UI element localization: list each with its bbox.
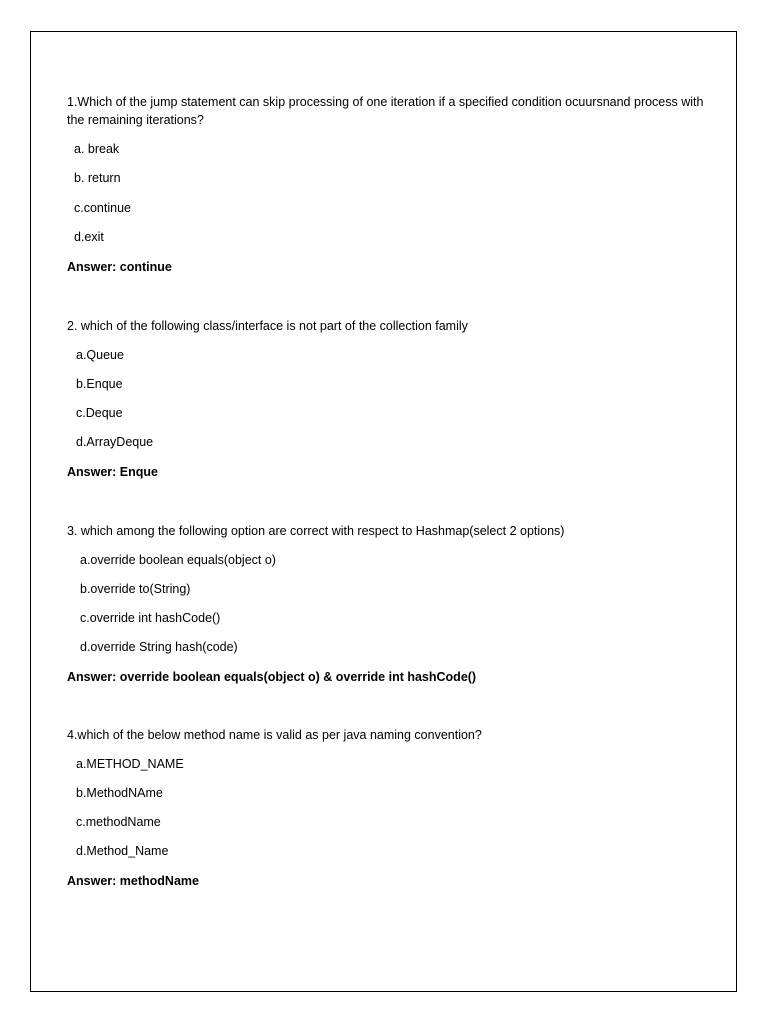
question-4-option-a: a.METHOD_NAME <box>76 757 184 771</box>
question-3-option-b: b.override to(String) <box>80 582 191 596</box>
question-1-option-a: a. break <box>74 142 120 156</box>
question-4-option-c: c.methodName <box>76 815 161 829</box>
question-2-answer: Answer: Enque <box>67 465 158 479</box>
question-1-answer: Answer: continue <box>67 260 172 274</box>
question-4-option-b: b.MethodNAme <box>76 786 163 800</box>
question-3-option-c: c.override int hashCode() <box>80 611 221 625</box>
question-2-option-d: d.ArrayDeque <box>76 435 154 449</box>
question-4-answer: Answer: methodName <box>67 874 199 888</box>
question-1-text: 1.Which of the jump statement can skip processing of one iteration if a specified condition ocuursnand process with the remaining iterations? <box>67 95 704 127</box>
question-1-option-b: b. return <box>74 171 121 185</box>
question-3-answer: Answer: override boolean equals(object o) & override int hashCode() <box>67 670 477 684</box>
question-2-option-c: c.Deque <box>76 406 123 420</box>
question-3-option-a: a.override boolean equals(object o) <box>80 553 276 567</box>
question-2-text: 2. which of the following class/interface is not part of the collection family <box>67 319 468 333</box>
question-2-option-b: b.Enque <box>76 377 123 391</box>
question-4-option-d: d.Method_Name <box>76 844 169 858</box>
question-1-option-d: d.exit <box>74 230 104 244</box>
question-2-option-a: a.Queue <box>76 348 124 362</box>
question-3-option-d: d.override String hash(code) <box>80 640 238 654</box>
question-4-text: 4.which of the below method name is valid as per java naming convention? <box>67 728 482 742</box>
question-3-text: 3. which among the following option are correct with respect to Hashmap(select 2 options) <box>67 524 565 538</box>
question-1-option-c: c.continue <box>74 201 131 215</box>
